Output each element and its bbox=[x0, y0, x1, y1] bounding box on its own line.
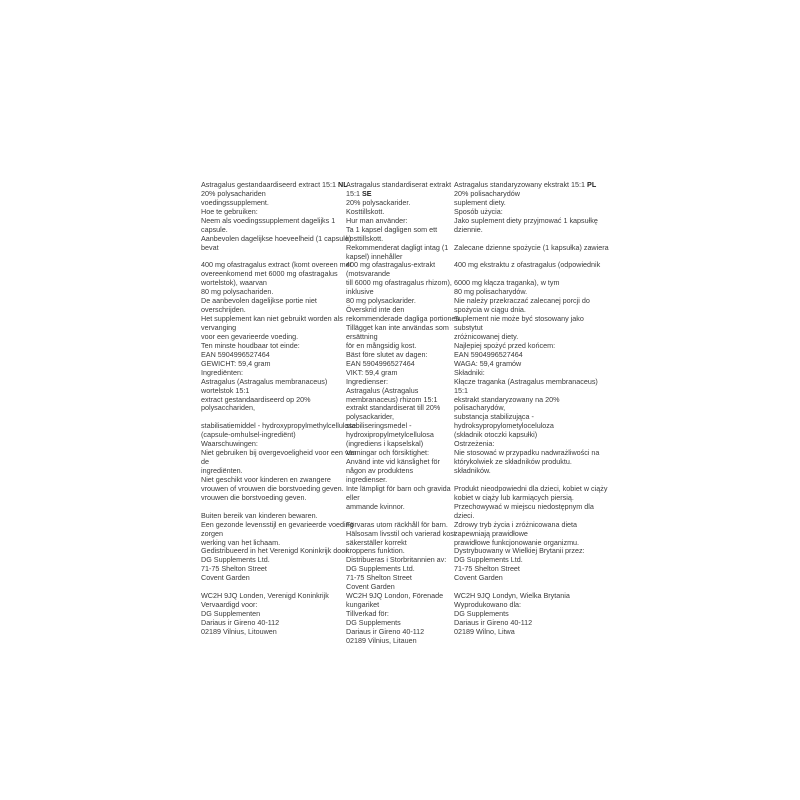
label-line: Kosttillskott. bbox=[346, 206, 385, 216]
label-line: substytut bbox=[454, 323, 483, 332]
label-line: hydroksypropylometyloceluloza bbox=[454, 421, 554, 431]
label-line: ingrediënten. bbox=[201, 466, 243, 475]
label-line: polysackarider, bbox=[346, 412, 394, 422]
label-line: Zdrowy tryb życia i zróżnicowana dieta bbox=[454, 519, 578, 529]
label-line: Ingredienser: bbox=[346, 376, 388, 386]
title-text: Astragalus standaryzowany ekstrakt 15:1 bbox=[454, 180, 586, 189]
label-line: någon av produktens bbox=[346, 466, 414, 475]
label-line: overschrijden. bbox=[201, 305, 246, 315]
label-line: spożycia w ciągu dnia. bbox=[454, 305, 526, 315]
label-line: zróżnicowanej diety. bbox=[454, 331, 519, 341]
label-line: wortelstok), waarvan bbox=[201, 278, 267, 288]
label-line: Najlepiej spożyć przed końcem: bbox=[454, 340, 556, 350]
label-line: Buiten bereik van kinderen bewaren. bbox=[201, 510, 318, 520]
label-line: ersättning bbox=[346, 331, 378, 341]
label-line: 15:1 bbox=[454, 385, 468, 395]
label-line: Använd inte vid känslighet för bbox=[346, 457, 440, 467]
label-line: Covent Garden bbox=[454, 573, 503, 583]
label-line: DG Supplements bbox=[454, 609, 509, 618]
label-line: wortelstok 15:1 bbox=[201, 385, 250, 395]
label-line: för en mångsidig kost. bbox=[346, 340, 417, 350]
label-line: 6000 mg kłącza traganka), w tym bbox=[454, 278, 560, 288]
label-line: werking van het lichaam. bbox=[201, 537, 281, 547]
label-line: Förvaras utom räckhåll för barn. bbox=[346, 519, 448, 529]
label-line: 400 mg ekstraktu z ofastragalus (odpowiednik bbox=[454, 260, 601, 270]
title-text: 15:1 bbox=[346, 188, 360, 198]
label-line: eller bbox=[346, 492, 360, 502]
label-line: Neem als voedingssupplement dagelijks 1 bbox=[201, 215, 336, 225]
label-line: hydroxipropylmetylcellulosa bbox=[346, 430, 434, 440]
label-line: Hur man använder: bbox=[346, 215, 408, 225]
column-title: Astragalus standardiserat extrakt bbox=[346, 180, 452, 189]
label-line: 80 mg polysachariden. bbox=[201, 287, 274, 297]
label-line: extrakt standardiserat till 20% bbox=[346, 403, 441, 413]
label-line: inklusive bbox=[346, 287, 374, 297]
label-line: capsule. bbox=[201, 224, 228, 234]
label-line: bevat bbox=[201, 242, 219, 252]
label-lines bbox=[454, 190, 624, 637]
label-line: DG Supplements Ltd. bbox=[346, 564, 415, 574]
language-code: SE bbox=[362, 188, 372, 198]
label-line: ingredienser. bbox=[346, 474, 388, 484]
label-line: WC2H 9JQ London, Förenade bbox=[346, 591, 444, 601]
label-line: którykolwiek ze składników produktu. bbox=[454, 457, 572, 467]
label-line: EAN 5904996527464 bbox=[346, 358, 415, 368]
label-line: ekstrakt standaryzowany na 20% bbox=[454, 394, 560, 404]
label-line: kroppens funktion. bbox=[346, 546, 405, 556]
label-line: ammande kvinnor. bbox=[346, 501, 405, 511]
label-line: Astragalus (Astragalus membranaceus) bbox=[201, 376, 328, 386]
label-line: Waarschuwingen: bbox=[201, 439, 258, 449]
label-line: zorgen bbox=[201, 528, 223, 538]
label-column-polish bbox=[454, 181, 624, 637]
label-line: suplement diety. bbox=[454, 197, 506, 207]
label-line: substancja stabilizująca - bbox=[454, 412, 534, 422]
label-line: EAN 5904996527464 bbox=[454, 349, 523, 359]
label-line: WAGA: 59,4 gramów bbox=[454, 358, 522, 368]
label-line: prawidłowe funkcjonowanie organizmu. bbox=[454, 537, 580, 547]
label-line: 02189 Wilno, Litwa bbox=[454, 626, 515, 636]
label-line: till 6000 mg ofastragalus rhizom), bbox=[346, 278, 452, 288]
label-line: Sposób użycia: bbox=[454, 206, 503, 216]
label-line: overeenkomend met 6000 mg ofastragalus bbox=[201, 269, 338, 279]
label-line: Nie należy przekraczać zalecanej porcji do bbox=[454, 296, 590, 306]
label-line: Hälsosam livsstil och varierad kost bbox=[346, 528, 456, 538]
label-line: extract gestandaardiseerd op 20% bbox=[201, 394, 311, 404]
label-line: 20% polisacharydów bbox=[454, 188, 520, 198]
label-line: 02189 Vilnius, Litauen bbox=[346, 635, 417, 645]
label-line: Dariaus ir Gireno 40-112 bbox=[346, 626, 425, 636]
label-line: kapsel) innehåller bbox=[346, 251, 403, 261]
label-line: Rekommenderat dagligt intag (1 bbox=[346, 242, 449, 252]
label-line: kobiet w ciąży lub karmiących piersią. bbox=[454, 492, 574, 502]
label-line: vervanging bbox=[201, 323, 237, 332]
label-line: DG Supplements Ltd. bbox=[454, 555, 523, 565]
label-line: WC2H 9JQ Londen, Verenigd Koninkrijk bbox=[201, 591, 329, 601]
label-line: 20% polysackarider. bbox=[346, 197, 411, 207]
label-line: Tillägget kan inte användas som bbox=[346, 323, 449, 332]
label-line: Hoe te gebruiken: bbox=[201, 206, 258, 216]
title-text: Astragalus gestandaardiseerd extract 15:1 bbox=[201, 180, 337, 189]
label-line: 71-75 Shelton Street bbox=[201, 564, 267, 574]
label-line: Wyprodukowano dla: bbox=[454, 600, 522, 610]
label-line: Produkt nieodpowiedni dla dzieci, kobiet w ciąży bbox=[454, 483, 608, 493]
label-line: Gedistribueerd in het Verenigd Koninkrijk door: bbox=[201, 546, 350, 556]
label-line: Distribueras i Storbritannien av: bbox=[346, 555, 447, 565]
label-line: Överskrid inte den bbox=[346, 305, 405, 315]
label-line: VIKT: 59,4 gram bbox=[346, 367, 398, 377]
label-line: Bäst före slutet av dagen: bbox=[346, 349, 428, 359]
label-line: DG Supplements bbox=[346, 617, 401, 627]
label-line: Dariaus ir Gireno 40-112 bbox=[454, 617, 533, 627]
label-line: 02189 Vilnius, Litouwen bbox=[201, 626, 277, 636]
label-line: 71-75 Shelton Street bbox=[346, 573, 412, 583]
label-line: Kłącze traganka (Astragalus membranaceus) bbox=[454, 376, 598, 386]
label-line: Zalecane dzienne spożycie (1 kapsułka) zawiera bbox=[454, 242, 609, 252]
label-line: vrouwen die borstvoeding geven. bbox=[201, 492, 307, 502]
label-line: voedingssupplement. bbox=[201, 197, 269, 207]
label-line: Tillverkad för: bbox=[346, 609, 389, 618]
label-line: Een gezonde levensstijl en gevarieerde voeding bbox=[201, 519, 354, 529]
label-line: (motsvarande bbox=[346, 269, 390, 279]
label-lines bbox=[346, 197, 462, 646]
label-line: składników. bbox=[454, 466, 491, 475]
label-line: membranaceus) rhizom 15:1 bbox=[346, 394, 438, 404]
label-line: EAN 5904996527464 bbox=[201, 349, 270, 359]
label-line: polisacharydów, bbox=[454, 403, 506, 413]
label-line: Dystrybuowany w Wielkiej Brytanii przez: bbox=[454, 546, 585, 556]
label-line: kosttillskott. bbox=[346, 233, 384, 243]
label-line: dzieci. bbox=[454, 510, 475, 520]
label-line: rekommenderade dagliga portionen. bbox=[346, 314, 462, 324]
label-line: Suplement nie może być stosowany jako bbox=[454, 314, 584, 324]
label-line: vrouwen of vrouwen die borstvoeding geven. bbox=[201, 483, 344, 493]
label-line: stabiliseringsmedel - bbox=[346, 421, 412, 431]
label-line: dziennie. bbox=[454, 224, 483, 234]
label-line: kungariket bbox=[346, 600, 380, 610]
label-line: Ingrediënten: bbox=[201, 367, 243, 377]
label-line: zapewniają prawidłowe bbox=[454, 528, 528, 538]
label-line: De aanbevolen dagelijkse portie niet bbox=[201, 296, 317, 306]
label-line: DG Supplements Ltd. bbox=[201, 555, 270, 565]
label-line: DG Supplementen bbox=[201, 609, 261, 618]
label-line: de bbox=[201, 457, 209, 467]
label-line: Składniki: bbox=[454, 367, 485, 377]
label-line: Nie stosować w przypadku nadwrażliwości na bbox=[454, 448, 600, 458]
label-line: Ostrzeżenia: bbox=[454, 439, 495, 449]
label-line: Niet geschikt voor kinderen en zwangere bbox=[201, 474, 331, 484]
label-line: WC2H 9JQ Londyn, Wielka Brytania bbox=[454, 591, 570, 601]
label-line: Vervaardigd voor: bbox=[201, 600, 258, 610]
label-line: Varningar och försiktighet: bbox=[346, 448, 429, 458]
language-code: NL bbox=[338, 180, 348, 189]
label-line: Het supplement kan niet gebruikt worden als bbox=[201, 314, 343, 324]
label-line: (capsule-omhulsel-ingrediënt) bbox=[201, 430, 296, 440]
label-line: Jako suplement diety przyjmować 1 kapsułkę bbox=[454, 215, 598, 225]
label-line: 71-75 Shelton Street bbox=[454, 564, 520, 574]
label-line: Inte lämpligt för barn och gravida bbox=[346, 483, 451, 493]
label-line: Aanbevolen dagelijkse hoeveelheid (1 capsule) bbox=[201, 233, 352, 243]
language-code: PL bbox=[587, 180, 597, 189]
label-line: 20% polysachariden bbox=[201, 188, 266, 198]
label-line: 80 mg polisacharydów. bbox=[454, 287, 528, 297]
label-line: 80 mg polysackarider. bbox=[346, 296, 416, 306]
label-line: säkerställer korrekt bbox=[346, 537, 407, 547]
label-line: Przechowywać w miejscu niedostępnym dla bbox=[454, 501, 594, 511]
label-line: Niet gebruiken bij overgevoeligheid voor een van bbox=[201, 448, 357, 458]
label-line: GEWICHT: 59,4 gram bbox=[201, 358, 271, 368]
label-line: polysacchariden, bbox=[201, 403, 255, 413]
label-line: stabilisatiemiddel - hydroxypropylmethylcellulose bbox=[201, 421, 356, 431]
label-line: Covent Garden bbox=[346, 582, 395, 592]
label-line: Ta 1 kapsel dagligen som ett bbox=[346, 224, 438, 234]
label-column-swedish bbox=[346, 180, 462, 646]
label-line: 400 mg ofastragalus-extrakt bbox=[346, 260, 436, 270]
label-line: Astragalus (Astragalus bbox=[346, 385, 419, 395]
label-line: (składnik otoczki kapsułki) bbox=[454, 430, 538, 440]
label-line: Ten minste houdbaar tot einde: bbox=[201, 340, 300, 350]
label-line: voor een gevarieerde voeding. bbox=[201, 331, 299, 341]
label-line: 400 mg ofastragalus extract (komt overeen met bbox=[201, 260, 352, 270]
label-line: Dariaus ir Gireno 40-112 bbox=[201, 617, 280, 627]
label-line: Covent Garden bbox=[201, 573, 250, 583]
label-line: (ingrediens i kapselskal) bbox=[346, 439, 424, 449]
